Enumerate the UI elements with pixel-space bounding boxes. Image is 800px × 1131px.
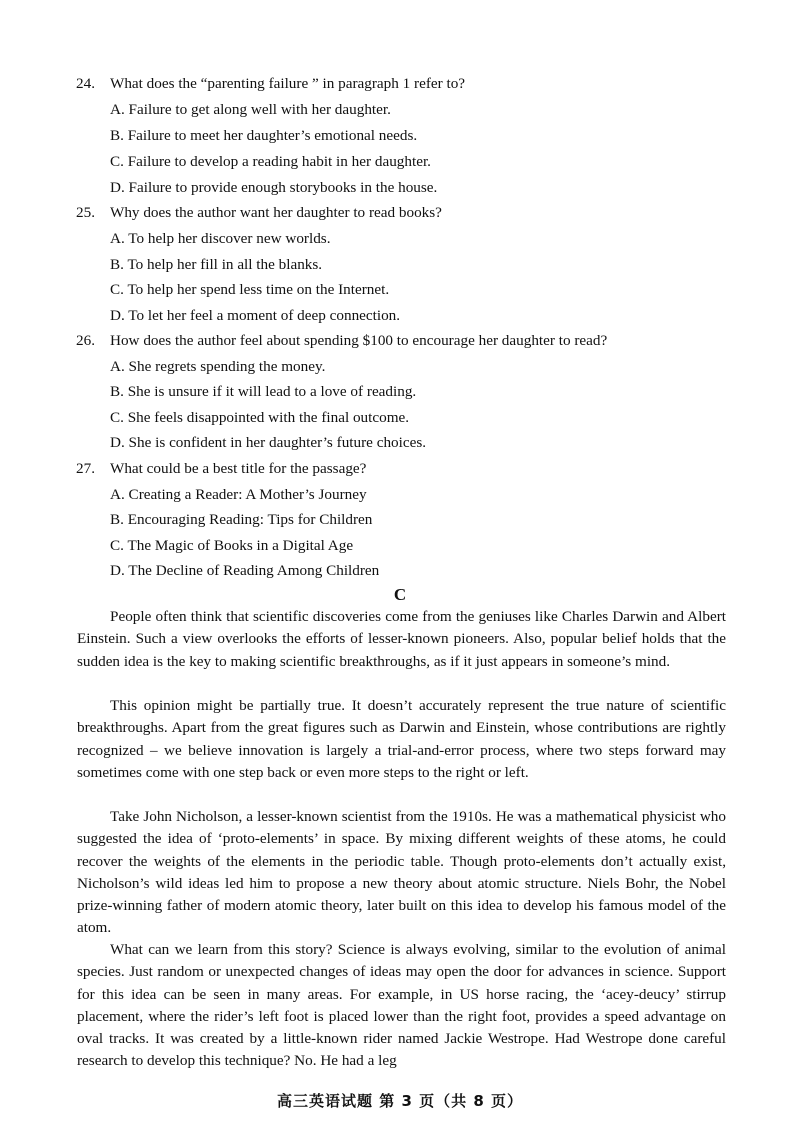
passage-paragraph-4	[77, 939, 726, 1073]
question-stem: How does the author feel about spending $100 to encourage her daughter to read?	[110, 332, 608, 349]
paragraph-text: Take John Nicholson, a lesser-known scientist from the 1910s. He was a mathematical physicist who suggested the idea of ‘proto-elements’ in space. By mixing different weights of these atoms, he could recover the weights of the elements in the periodic table. Though proto-elements don’t actually exist, Nicholson’s wild ideas led him to propose a new theory about atomic structure. Niels Bohr, the Nobel prize-winning father of modern atomic theory, later built on this idea to develop his famous model of the atom.	[77, 808, 726, 937]
option-26-d: D. She is confident in her daughter’s future choices.	[110, 434, 427, 451]
option-26-c: C. She feels disappointed with the final outcome.	[110, 409, 410, 426]
option-27-d: D. The Decline of Reading Among Children	[110, 562, 380, 579]
question-27	[76, 460, 736, 478]
question-number: 25.	[76, 204, 95, 221]
section-title: C	[393, 585, 407, 604]
paragraph-text: This opinion might be partially true. It doesn’t accurately represent the true nature of scientific breakthroughs. Apart from the great figures such as Darwin and Einstein, whose contributions are rightly recognized – we believe innovation is largely a trial-and-error process, where two steps forward may sometimes come with one step back or even more steps to the right or left.	[77, 697, 726, 781]
passage-paragraph-1	[77, 606, 726, 673]
option-27-c: C. The Magic of Books in a Digital Age	[110, 537, 354, 554]
question-stem: What could be a best title for the passage?	[110, 460, 367, 477]
option-24-d: D. Failure to provide enough storybooks in the house.	[110, 179, 438, 196]
passage-paragraph-2	[77, 695, 726, 784]
option-27-b: B. Encouraging Reading: Tips for Children	[110, 511, 373, 528]
question-number: 27.	[76, 460, 95, 477]
option-24-a: A. Failure to get along well with her daughter.	[110, 101, 391, 118]
paragraph-text: What can we learn from this story? Science is always evolving, similar to the evolution of animal species. Just random or unexpected changes of ideas may open the door for advances in science. Support for this idea can be seen in many areas. For example, in US horse racing, the ‘acey-deucy’ stirrup placement, where the rider’s left foot is placed lower than the right foot, provides a speed advantage on oval tracks. It was created by a little-known rider named Jackie Westrope. Had Westrope done careful research to develop this technique? No. He had a leg	[77, 941, 726, 1070]
option-25-a: A. To help her discover new worlds.	[110, 230, 331, 247]
question-stem: What does the “parenting failure ” in paragraph 1 refer to?	[110, 75, 466, 92]
question-24	[76, 75, 736, 93]
question-number: 24.	[76, 75, 95, 92]
option-24-c: C. Failure to develop a reading habit in her daughter.	[110, 153, 431, 170]
option-25-d: D. To let her feel a moment of deep connection.	[110, 307, 401, 324]
question-26	[76, 332, 736, 350]
option-26-b: B. She is unsure if it will lead to a love of reading.	[110, 383, 417, 400]
question-number: 26.	[76, 332, 95, 349]
page-footer: 高三英语试题 第 3 页（共 8 页）	[277, 1092, 523, 1110]
paragraph-text: People often think that scientific discoveries come from the geniuses like Charles Darwin and Albert Einstein. Such a view overlooks the efforts of lesser-known pioneers. Also, popular belief holds that the sudden idea is the key to making scientific breakthroughs, as if it just appears in someone’s mind.	[77, 608, 726, 670]
question-25	[76, 204, 736, 222]
option-26-a: A. She regrets spending the money.	[110, 358, 326, 375]
passage-paragraph-3	[77, 806, 726, 940]
option-24-b: B. Failure to meet her daughter’s emotional needs.	[110, 127, 418, 144]
option-27-a: A. Creating a Reader: A Mother’s Journey	[110, 486, 367, 503]
option-25-b: B. To help her fill in all the blanks.	[110, 256, 323, 273]
option-25-c: C. To help her spend less time on the Internet.	[110, 281, 390, 298]
question-stem: Why does the author want her daughter to read books?	[110, 204, 442, 221]
